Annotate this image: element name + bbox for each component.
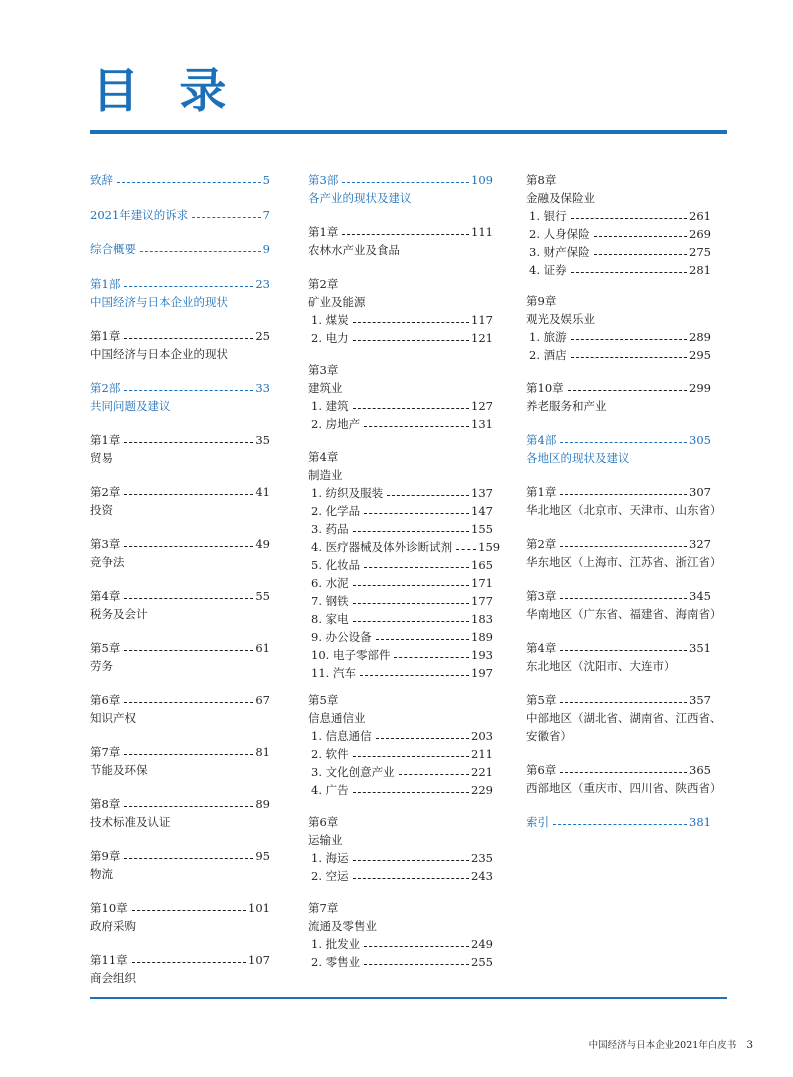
entry-page: 189 (471, 630, 493, 644)
entry-label: 1. 海运 (311, 851, 349, 865)
entry-title: 西部地区（重庆市、四川省、陕西省） (526, 781, 722, 795)
dot-leader (124, 754, 253, 755)
entry-page: 147 (471, 504, 493, 518)
entry-page: 127 (471, 399, 493, 413)
entry-label: 第2章 (90, 485, 121, 499)
toc-subitem[interactable] (308, 574, 493, 592)
publication-title: 中国经济与日本企业2021年白皮书 (588, 1040, 737, 1051)
chapter-heading: 第8章 (526, 173, 557, 187)
toc-section (308, 275, 493, 347)
entry-label: 第6章 (90, 693, 121, 707)
entry-page: 289 (689, 330, 711, 344)
toc-subitem[interactable] (308, 415, 493, 433)
entry-title: 农林水产业及食品 (308, 243, 400, 257)
toc-entry-appeal[interactable] (90, 206, 270, 224)
entry-label: 2. 零售业 (311, 955, 361, 969)
toc-subitem[interactable] (308, 664, 493, 682)
entry-page: 171 (471, 576, 493, 590)
toc-subitem[interactable] (526, 243, 711, 261)
toc-entry-chapter[interactable] (90, 483, 270, 519)
entry-title: 政府采购 (90, 919, 136, 933)
entry-label: 第3部 (308, 173, 339, 187)
toc-section (526, 292, 711, 364)
toc-subitem[interactable] (308, 538, 501, 556)
chapter-heading: 第7章 (308, 901, 339, 915)
toc-entry-chapter[interactable] (526, 379, 711, 415)
entry-label: 致辞 (90, 173, 113, 187)
entry-label: 第11章 (90, 953, 128, 967)
toc-entry-chapter[interactable] (526, 761, 722, 797)
chapter-title: 矿业及能源 (308, 295, 366, 309)
entry-page: 121 (471, 331, 493, 345)
entry-page: 61 (255, 641, 270, 655)
entry-label: 9. 办公设备 (311, 630, 372, 644)
entry-label: 3. 药品 (311, 522, 349, 536)
entry-page: 95 (255, 849, 270, 863)
entry-page: 131 (471, 417, 493, 431)
chapter-title: 运输业 (308, 833, 343, 847)
toc-subitem[interactable] (308, 610, 493, 628)
dot-leader (560, 702, 687, 703)
toc-subitem[interactable] (308, 628, 493, 646)
entry-title: 商会组织 (90, 971, 136, 985)
page-title: 目 录 (92, 64, 239, 119)
entry-label: 综合概要 (90, 242, 136, 256)
chapter-title: 建筑业 (308, 381, 343, 395)
dot-leader (132, 962, 246, 963)
toc-entry-summary[interactable] (90, 240, 270, 258)
toc-entry-chapter[interactable] (90, 431, 270, 467)
entry-title: 节能及环保 (90, 763, 148, 777)
entry-label: 第10章 (90, 901, 128, 915)
entry-page: 33 (255, 381, 270, 395)
chapter-heading: 第5章 (308, 693, 339, 707)
dot-leader (399, 774, 469, 775)
toc-entry-chapter[interactable] (90, 743, 270, 779)
entry-title: 技术标准及认证 (90, 815, 171, 829)
entry-title: 贸易 (90, 451, 113, 465)
entry-title: 中国经济与日本企业的现状 (90, 295, 228, 309)
dot-leader (376, 738, 469, 739)
dot-leader (364, 426, 469, 427)
toc-section (308, 448, 501, 682)
entry-label: 2. 空运 (311, 869, 349, 883)
dot-leader (353, 603, 469, 604)
toc-entry-chapter[interactable] (90, 639, 270, 675)
dot-leader (353, 860, 469, 861)
entry-label: 第9章 (90, 849, 121, 863)
dot-leader (560, 442, 687, 443)
entry-page: 381 (689, 815, 711, 829)
entry-page: 67 (255, 693, 270, 707)
dot-leader (560, 546, 687, 547)
toc-entry-chapter[interactable] (90, 847, 270, 883)
entry-title: 共同问题及建议 (90, 399, 171, 413)
entry-label: 1. 银行 (529, 209, 567, 223)
chapter-heading: 第4章 (308, 450, 339, 464)
toc-subitem[interactable] (308, 520, 493, 538)
entry-label: 1. 煤炭 (311, 313, 349, 327)
footer-divider (90, 997, 727, 999)
toc-section (308, 691, 493, 799)
toc-entry-chapter[interactable] (526, 639, 711, 675)
entry-label: 4. 证券 (529, 263, 567, 277)
entry-title: 东北地区（沈阳市、大连市） (526, 659, 676, 673)
toc-section (308, 813, 493, 885)
toc-subitem[interactable] (526, 225, 711, 243)
entry-label: 索引 (526, 815, 549, 829)
dot-leader (568, 390, 687, 391)
entry-page: 55 (255, 589, 270, 603)
entry-title: 竞争法 (90, 555, 125, 569)
chapter-heading: 第9章 (526, 294, 557, 308)
dot-leader (353, 408, 469, 409)
page-footer (589, 1038, 753, 1053)
toc-entry-part-2[interactable] (90, 379, 270, 415)
toc-section (308, 361, 493, 433)
entry-label: 6. 水泥 (311, 576, 349, 590)
entry-page: 165 (471, 558, 493, 572)
dot-leader (353, 322, 469, 323)
dot-leader (353, 621, 469, 622)
toc-entry-part-3[interactable] (308, 171, 493, 207)
dot-leader (353, 531, 469, 532)
dot-leader (124, 390, 253, 391)
dot-leader (364, 964, 469, 965)
toc-subitem[interactable] (526, 328, 711, 346)
entry-label: 2021年建议的诉求 (90, 208, 189, 222)
entry-label: 2. 房地产 (311, 417, 361, 431)
entry-page: 307 (689, 485, 711, 499)
entry-label: 7. 钢铁 (311, 594, 349, 608)
dot-leader (364, 513, 469, 514)
dot-leader (571, 272, 687, 273)
entry-label: 3. 财产保险 (529, 245, 590, 259)
dot-leader (124, 858, 253, 859)
dot-leader (571, 357, 687, 358)
toc-subitem[interactable] (308, 727, 493, 745)
dot-leader (353, 585, 469, 586)
dot-leader (571, 339, 687, 340)
entry-label: 1. 批发业 (311, 937, 361, 951)
entry-label: 10. 电子零部件 (311, 648, 391, 662)
chapter-title: 制造业 (308, 468, 343, 482)
toc-entry-part-1[interactable] (90, 275, 270, 311)
entry-label: 1. 旅游 (529, 330, 567, 344)
entry-page: 9 (262, 242, 270, 256)
chapter-heading: 第2章 (308, 277, 339, 291)
entry-page: 243 (471, 869, 493, 883)
entry-label: 第2章 (526, 537, 557, 551)
entry-page: 177 (471, 594, 493, 608)
dot-leader (364, 946, 469, 947)
dot-leader (124, 494, 253, 495)
entry-page: 5 (262, 173, 270, 187)
chapter-title: 流通及零售业 (308, 919, 377, 933)
entry-page: 7 (262, 208, 270, 222)
dot-leader (353, 878, 469, 879)
dot-leader (360, 675, 469, 676)
toc-subitem[interactable] (308, 556, 493, 574)
entry-page: 295 (689, 348, 711, 362)
entry-label: 第4章 (90, 589, 121, 603)
toc-subitem[interactable] (308, 867, 493, 885)
entry-page: 365 (689, 763, 711, 777)
entry-label: 2. 人身保险 (529, 227, 590, 241)
toc-subitem[interactable] (526, 346, 711, 364)
dot-leader (353, 340, 469, 341)
toc-subitem[interactable] (308, 397, 493, 415)
entry-label: 8. 家电 (311, 612, 349, 626)
entry-label: 第5章 (90, 641, 121, 655)
toc-subitem[interactable] (308, 646, 493, 664)
dot-leader (342, 182, 469, 183)
entry-label: 2. 化学品 (311, 504, 361, 518)
dot-leader (192, 217, 260, 218)
entry-page: 81 (255, 745, 270, 759)
dot-leader (594, 254, 687, 255)
dot-leader (117, 182, 261, 183)
toc-entry-chapter[interactable] (90, 691, 270, 727)
toc-subitem[interactable] (526, 261, 711, 279)
chapter-heading: 第3章 (308, 363, 339, 377)
entry-page: 327 (689, 537, 711, 551)
toc-subitem[interactable] (308, 849, 493, 867)
dot-leader (124, 442, 253, 443)
toc-subitem[interactable] (526, 207, 711, 225)
entry-page: 357 (689, 693, 711, 707)
dot-leader (124, 598, 253, 599)
toc-entry-chapter[interactable] (526, 691, 722, 745)
dot-leader (387, 495, 469, 496)
entry-page: 269 (689, 227, 711, 241)
dot-leader (394, 657, 469, 658)
entry-page: 25 (255, 329, 270, 343)
page-number: 3 (746, 1039, 753, 1051)
entry-title: 劳务 (90, 659, 113, 673)
entry-title: 知识产权 (90, 711, 136, 725)
toc-entry-index[interactable] (526, 813, 711, 831)
entry-page: 229 (471, 783, 493, 797)
entry-page: 23 (255, 277, 270, 291)
entry-page: 211 (471, 747, 493, 761)
entry-page: 249 (471, 937, 493, 951)
entry-title: 华南地区（广东省、福建省、海南省） (526, 607, 722, 621)
entry-label: 第1章 (90, 433, 121, 447)
dot-leader (594, 236, 687, 237)
entry-label: 2. 酒店 (529, 348, 567, 362)
entry-page: 197 (471, 666, 493, 680)
title-divider (90, 130, 727, 134)
toc-entry-chapter[interactable] (526, 483, 722, 519)
dot-leader (560, 598, 687, 599)
toc-subitem[interactable] (308, 329, 493, 347)
dot-leader (124, 286, 253, 287)
toc-subitem[interactable] (308, 311, 493, 329)
entry-label: 第7章 (90, 745, 121, 759)
entry-page: 109 (471, 173, 493, 187)
dot-leader (124, 338, 253, 339)
dot-leader (124, 546, 253, 547)
dot-leader (560, 772, 687, 773)
entry-page: 193 (471, 648, 493, 662)
dot-leader (456, 549, 476, 550)
entry-title: 华北地区（北京市、天津市、山东省） (526, 503, 722, 517)
entry-page: 221 (471, 765, 493, 779)
toc-entry-chapter[interactable] (90, 327, 270, 363)
entry-page: 41 (255, 485, 270, 499)
entry-page: 155 (471, 522, 493, 536)
chapter-title: 信息通信业 (308, 711, 366, 725)
toc-entry-chapter[interactable] (526, 587, 722, 623)
entry-page: 255 (471, 955, 493, 969)
dot-leader (560, 650, 687, 651)
toc-entry-chapter[interactable] (90, 951, 270, 987)
entry-label: 1. 信息通信 (311, 729, 372, 743)
toc-entry-chapter[interactable] (90, 899, 270, 935)
entry-label: 1. 建筑 (311, 399, 349, 413)
toc-subitem[interactable] (308, 935, 493, 953)
toc-subitem[interactable] (308, 781, 493, 799)
dot-leader (353, 792, 469, 793)
toc-subitem[interactable] (308, 745, 493, 763)
toc-subitem[interactable] (308, 763, 493, 781)
entry-title-continued: 安徽省） (526, 729, 572, 743)
toc-subitem[interactable] (308, 953, 493, 971)
entry-label: 3. 文化创意产业 (311, 765, 395, 779)
entry-label: 第3章 (90, 537, 121, 551)
entry-title: 养老服务和产业 (526, 399, 607, 413)
toc-entry-preface[interactable] (90, 171, 270, 189)
entry-label: 第1章 (308, 225, 339, 239)
entry-label: 4. 广告 (311, 783, 349, 797)
entry-label: 第8章 (90, 797, 121, 811)
dot-leader (571, 218, 687, 219)
toc-section (526, 171, 711, 279)
entry-label: 第1部 (90, 277, 121, 291)
entry-label: 1. 纺织及服装 (311, 486, 384, 500)
toc-subitem[interactable] (308, 592, 493, 610)
dot-leader (124, 650, 253, 651)
dot-leader (560, 494, 687, 495)
dot-leader (376, 639, 469, 640)
entry-page: 203 (471, 729, 493, 743)
entry-title: 华东地区（上海市、江苏省、浙江省） (526, 555, 722, 569)
entry-label: 5. 化妆品 (311, 558, 361, 572)
entry-title: 中部地区（湖北省、湖南省、江西省、 (526, 711, 722, 725)
entry-label: 第3章 (526, 589, 557, 603)
chapter-title: 金融及保险业 (526, 191, 595, 205)
entry-label: 第4章 (526, 641, 557, 655)
toc-section (308, 899, 493, 971)
entry-page: 89 (255, 797, 270, 811)
entry-page: 183 (471, 612, 493, 626)
toc-subitem[interactable] (308, 484, 493, 502)
entry-page: 117 (471, 313, 493, 327)
entry-page: 101 (248, 901, 270, 915)
toc-entry-chapter[interactable] (308, 223, 493, 259)
entry-page: 107 (248, 953, 270, 967)
dot-leader (553, 824, 687, 825)
dot-leader (124, 702, 253, 703)
entry-label: 第5章 (526, 693, 557, 707)
dot-leader (140, 251, 261, 252)
entry-page: 281 (689, 263, 711, 277)
entry-page: 351 (689, 641, 711, 655)
entry-label: 第4部 (526, 433, 557, 447)
toc-entry-chapter[interactable] (90, 535, 270, 571)
entry-page: 275 (689, 245, 711, 259)
entry-title: 各地区的现状及建议 (526, 451, 630, 465)
entry-page: 111 (471, 225, 493, 239)
entry-label: 第1章 (526, 485, 557, 499)
entry-page: 159 (478, 540, 501, 554)
entry-page: 235 (471, 851, 493, 865)
dot-leader (124, 806, 253, 807)
entry-page: 299 (689, 381, 711, 395)
entry-label: 第2部 (90, 381, 121, 395)
entry-label: 第1章 (90, 329, 121, 343)
entry-title: 投资 (90, 503, 113, 517)
entry-label: 11. 汽车 (311, 666, 356, 680)
toc-entry-chapter[interactable] (526, 535, 722, 571)
entry-page: 345 (689, 589, 711, 603)
dot-leader (353, 756, 469, 757)
toc-subitem[interactable] (308, 502, 493, 520)
entry-label: 2. 电力 (311, 331, 349, 345)
entry-page: 49 (255, 537, 270, 551)
entry-page: 261 (689, 209, 711, 223)
dot-leader (342, 234, 469, 235)
entry-page: 35 (255, 433, 270, 447)
entry-page: 305 (689, 433, 711, 447)
entry-page: 137 (471, 486, 493, 500)
toc-entry-part-4[interactable] (526, 431, 711, 467)
entry-title: 物流 (90, 867, 113, 881)
entry-label: 第6章 (526, 763, 557, 777)
entry-title: 各产业的现状及建议 (308, 191, 412, 205)
entry-label: 4. 医疗器械及体外诊断试剂 (311, 540, 453, 554)
entry-label: 第10章 (526, 381, 564, 395)
chapter-title: 观光及娱乐业 (526, 312, 595, 326)
entry-label: 2. 软件 (311, 747, 349, 761)
toc-entry-chapter[interactable] (90, 795, 270, 831)
toc-entry-chapter[interactable] (90, 587, 270, 623)
dot-leader (364, 567, 469, 568)
entry-title: 中国经济与日本企业的现状 (90, 347, 228, 361)
chapter-heading: 第6章 (308, 815, 339, 829)
dot-leader (132, 910, 246, 911)
entry-title: 税务及会计 (90, 607, 148, 621)
